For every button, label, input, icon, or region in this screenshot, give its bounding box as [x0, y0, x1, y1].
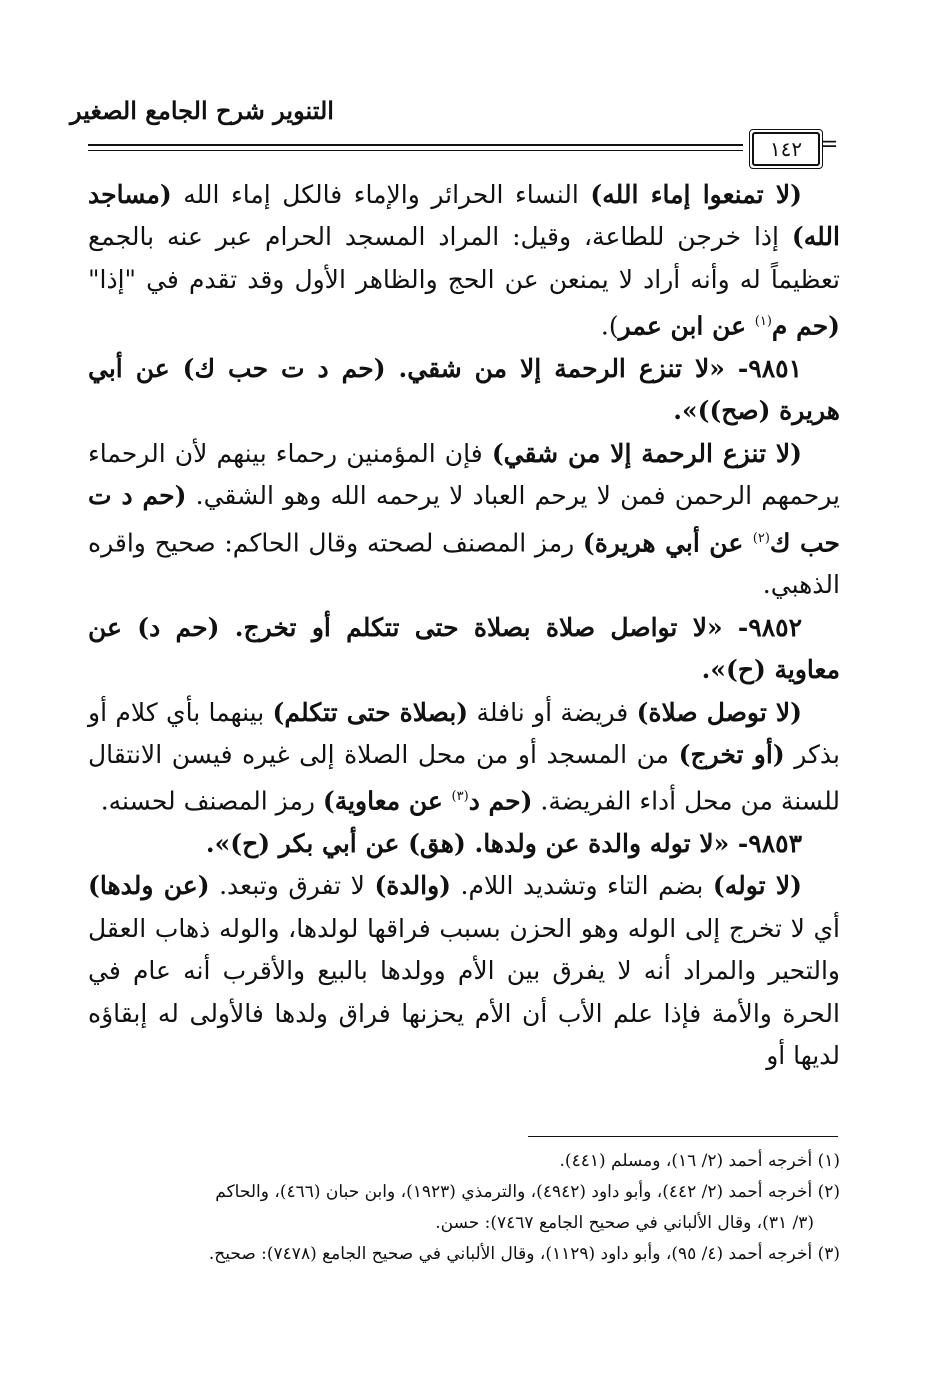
commentary-paragraph: (لا تنزع الرحمة إلا من شقي) فإن المؤمنين رحماء بينهم لأن الرحماء يرحمهم الرحمن فمن لا يرحم العباد لا يرحمه الله وهو الشقي. (حم د ت حب ك$^{(٢)}$ عن أبي هريرة) رمز المصنف لصحته وقال الحاكم: صحيح واقره الذهبي.: [88, 438, 841, 600]
footnote-ref: (١): [754, 314, 772, 330]
header-rule: [88, 144, 743, 146]
commentary-paragraph: (لا تمنعوا إماء الله) النساء الحرائر والإماء فالكل إماء الله (مساجد الله) إذا خرجن للطاعة، وقيل: المراد المسجد الحرام عبر عنه بالجمع تعظيماً له وأنه أراد لا يمنعن عن الحج والظاهر الأول وقد تقدم في "إذا" (حم م$^{(١)}$ عن ابن عمر).: [88, 180, 840, 341]
page-number: ١٤٢: [752, 132, 820, 166]
footnote-2: (٢) أخرجه أحمد (٢/ ٤٤٢)، وأبو داود (٤٩٤٢)، والترمذي (١٩٢٣)، وابن حبان (٤٦٦)، والحاكم: [215, 1182, 840, 1202]
footnote-3: (٣) أخرجه أحمد (٤/ ٩٥)، وأبو داود (١١٢٩)، وقال الألباني في صحيح الجامع (٧٤٧٨): صحيح.: [208, 1244, 840, 1264]
hadith-entry: ٩٨٥٢- «لا تواصل صلاة بصلاة حتى تتكلم أو تخرج. (حم د) عن معاوية (ح)».: [88, 612, 840, 685]
hadith-entry: ٩٨٥٣- «لا توله والدة عن ولدها. (هق) عن أبي بكر (ح)».: [205, 829, 802, 859]
footnote-ref: (٢): [752, 530, 770, 546]
footnote-ref: (٣): [451, 789, 469, 805]
footnote-1: (١) أخرجه أحمد (٢/ ١٦)، ومسلم (٤٤١).: [559, 1151, 840, 1171]
main-text: [88, 174, 840, 1078]
footnotes: [88, 1146, 840, 1270]
header-rule-thin: [88, 150, 743, 151]
commentary-paragraph: (لا توصل صلاة) فريضة أو نافلة (بصلاة حتى تتكلم) بينهما بأي كلام أو بذكر (أو تخرج) من المسجد أو من محل الصلاة إلى غيره فيسن الانتقال للسنة من محل أداء الفريضة. (حم د$^{(٣)}$ عن معاوية) رمز المصنف لحسنه.: [88, 697, 840, 816]
commentary-paragraph: (لا توله) بضم التاء وتشديد اللام. (والدة) لا تفرق وتبعد. (عن ولدها) أي لا تخرج إلى الوله وهو الحزن بسبب فراقها لولدها، والوله ذهاب العقل والتحير والمراد أنه لا يفرق بين الأم وولدها بالبيع والأقرب أنه عام في الحرة والأمة فإذا علم الأب أن الأم يحزنها فراق ولدها فالأولى له إبقاؤه لديها أو: [88, 871, 840, 1071]
footnote-2-continued: (٣/ ٣١)، وقال الألباني في صحيح الجامع ٧٤٦٧): حسن.: [435, 1213, 814, 1233]
header-ornament: =: [820, 132, 839, 157]
running-header-title: التنوير شرح الجامع الصغير: [70, 96, 334, 125]
footnote-separator: [528, 1136, 838, 1137]
hadith-entry: ٩٨٥١- «لا تنزع الرحمة إلا من شقي. (حم د ت حب ك) عن أبي هريرة (صح))».: [88, 353, 840, 426]
